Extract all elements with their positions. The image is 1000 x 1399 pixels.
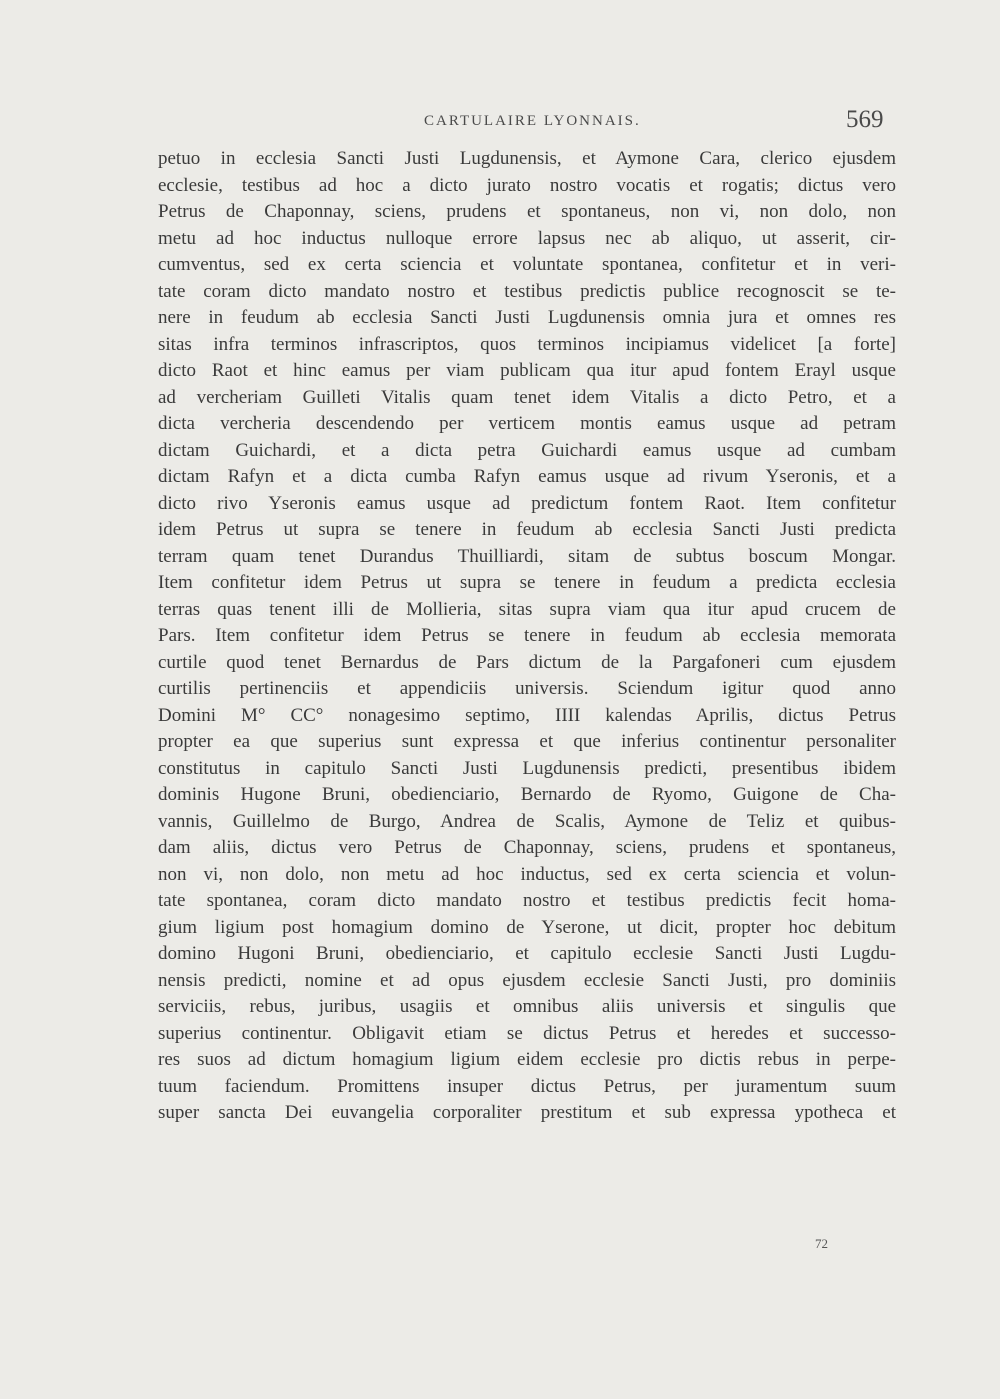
text-line: dictam Rafyn et a dicta cumba Rafyn eamus usque ad rivum Yseronis, et a bbox=[158, 466, 896, 487]
text-line: tate spontanea, coram dicto mandato nostro et testibus predictis fecit homa- bbox=[158, 890, 896, 911]
text-line: dominis Hugone Bruni, obedienciario, Bernardo de Ryomo, Guigone de Cha- bbox=[158, 784, 896, 805]
text-line: ecclesie, testibus ad hoc a dicto jurato nostro vocatis et rogatis; dictus vero bbox=[158, 174, 896, 196]
text-line: superius continentur. Obligavit etiam se dictus Petrus et heredes et successo- bbox=[158, 1022, 896, 1044]
text-line: terram quam tenet Durandus Thuilliardi, sitam de subtus boscum Mongar. bbox=[158, 545, 896, 567]
text-line: tuum faciendum. Promittens insuper dictus Petrus, per juramentum suum bbox=[158, 1075, 896, 1097]
text-line: idem Petrus ut supra se tenere in feudum ab ecclesia Sancti Justi predicta bbox=[158, 519, 896, 540]
text-line: propter ea que superius sunt expressa et que inferius continentur personaliter bbox=[158, 731, 896, 752]
text-line: Pars. Item confitetur idem Petrus se tenere in feudum ab ecclesia memorata bbox=[158, 625, 896, 646]
text-line: tate coram dicto mandato nostro et testibus predictis publice recognoscit se te- bbox=[158, 280, 896, 302]
text-line: metu ad hoc inductus nulloque errore lapsus nec ab aliquo, ut asserit, cir- bbox=[158, 227, 896, 249]
text-line: petuo in ecclesia Sancti Justi Lugdunensis, et Aymone Cara, clerico ejusdem bbox=[158, 148, 896, 169]
text-line: dictam Guichardi, et a dicta petra Guichardi eamus usque ad cumbam bbox=[158, 439, 896, 461]
text-line: nere in feudum ab ecclesia Sancti Justi Lugdunensis omnia jura et omnes res bbox=[158, 307, 896, 328]
text-line: dicto Raot et hinc eamus per viam publicam qua itur apud fontem Erayl usque bbox=[158, 360, 896, 381]
page-number: 569 bbox=[846, 106, 884, 133]
text-line: res suos ad dictum homagium ligium eidem ecclesie pro dictis rebus in perpe- bbox=[158, 1049, 896, 1070]
text-line: dicta vercheria descendendo per verticem montis eamus usque ad petram bbox=[158, 413, 896, 434]
text-line: serviciis, rebus, juribus, usagiis et omnibus aliis universis et singulis que bbox=[158, 996, 896, 1017]
text-line: ad vercheriam Guilleti Vitalis quam tenet idem Vitalis a dicto Petro, et a bbox=[158, 386, 896, 408]
text-line: curtilis pertinenciis et appendiciis universis. Sciendum igitur quod anno bbox=[158, 678, 896, 699]
text-line: nensis predicti, nomine et ad opus ejusdem ecclesie Sancti Justi, pro dominiis bbox=[158, 969, 896, 991]
text-line: super sancta Dei euvangelia corporaliter prestitum et sub expressa ypotheca et bbox=[158, 1102, 896, 1123]
text-line: Domini M° CC° nonagesimo septimo, IIII kalendas Aprilis, dictus Petrus bbox=[158, 704, 896, 726]
text-line: cumventus, sed ex certa sciencia et voluntate spontanea, confitetur et in veri- bbox=[158, 254, 896, 275]
text-line: non vi, non dolo, non metu ad hoc inductus, sed ex certa sciencia et volun- bbox=[158, 863, 896, 885]
running-title: CARTULAIRE LYONNAIS. bbox=[424, 113, 641, 129]
text-line: dam aliis, dictus vero Petrus de Chaponnay, sciens, prudens et spontaneus, bbox=[158, 837, 896, 858]
text-line: Item confitetur idem Petrus ut supra se tenere in feudum a predicta ecclesia bbox=[158, 572, 896, 593]
text-line: sitas infra terminos infrascriptos, quos terminos incipiamus videlicet [a forte] bbox=[158, 333, 896, 355]
text-line: gium ligium post homagium domino de Yserone, ut dicit, propter hoc debitum bbox=[158, 916, 896, 938]
signature-mark: 72 bbox=[815, 1236, 828, 1251]
text-line: terras quas tenent illi de Mollieria, sitas supra viam qua itur apud crucem de bbox=[158, 598, 896, 620]
text-line: vannis, Guillelmo de Burgo, Andrea de Scalis, Aymone de Teliz et quibus- bbox=[158, 810, 896, 832]
text-line: constitutus in capitulo Sancti Justi Lugdunensis predicti, presentibus ibidem bbox=[158, 757, 896, 779]
text-line: domino Hugoni Bruni, obedienciario, et capitulo ecclesie Sancti Justi Lugdu- bbox=[158, 943, 896, 964]
text-line: Petrus de Chaponnay, sciens, prudens et spontaneus, non vi, non dolo, non bbox=[158, 201, 896, 222]
body-text bbox=[158, 146, 896, 1127]
text-line: curtile quod tenet Bernardus de Pars dictum de la Pargafoneri cum ejusdem bbox=[158, 651, 896, 673]
text-line: dicto rivo Yseronis eamus usque ad predictum fontem Raot. Item confitetur bbox=[158, 492, 896, 514]
